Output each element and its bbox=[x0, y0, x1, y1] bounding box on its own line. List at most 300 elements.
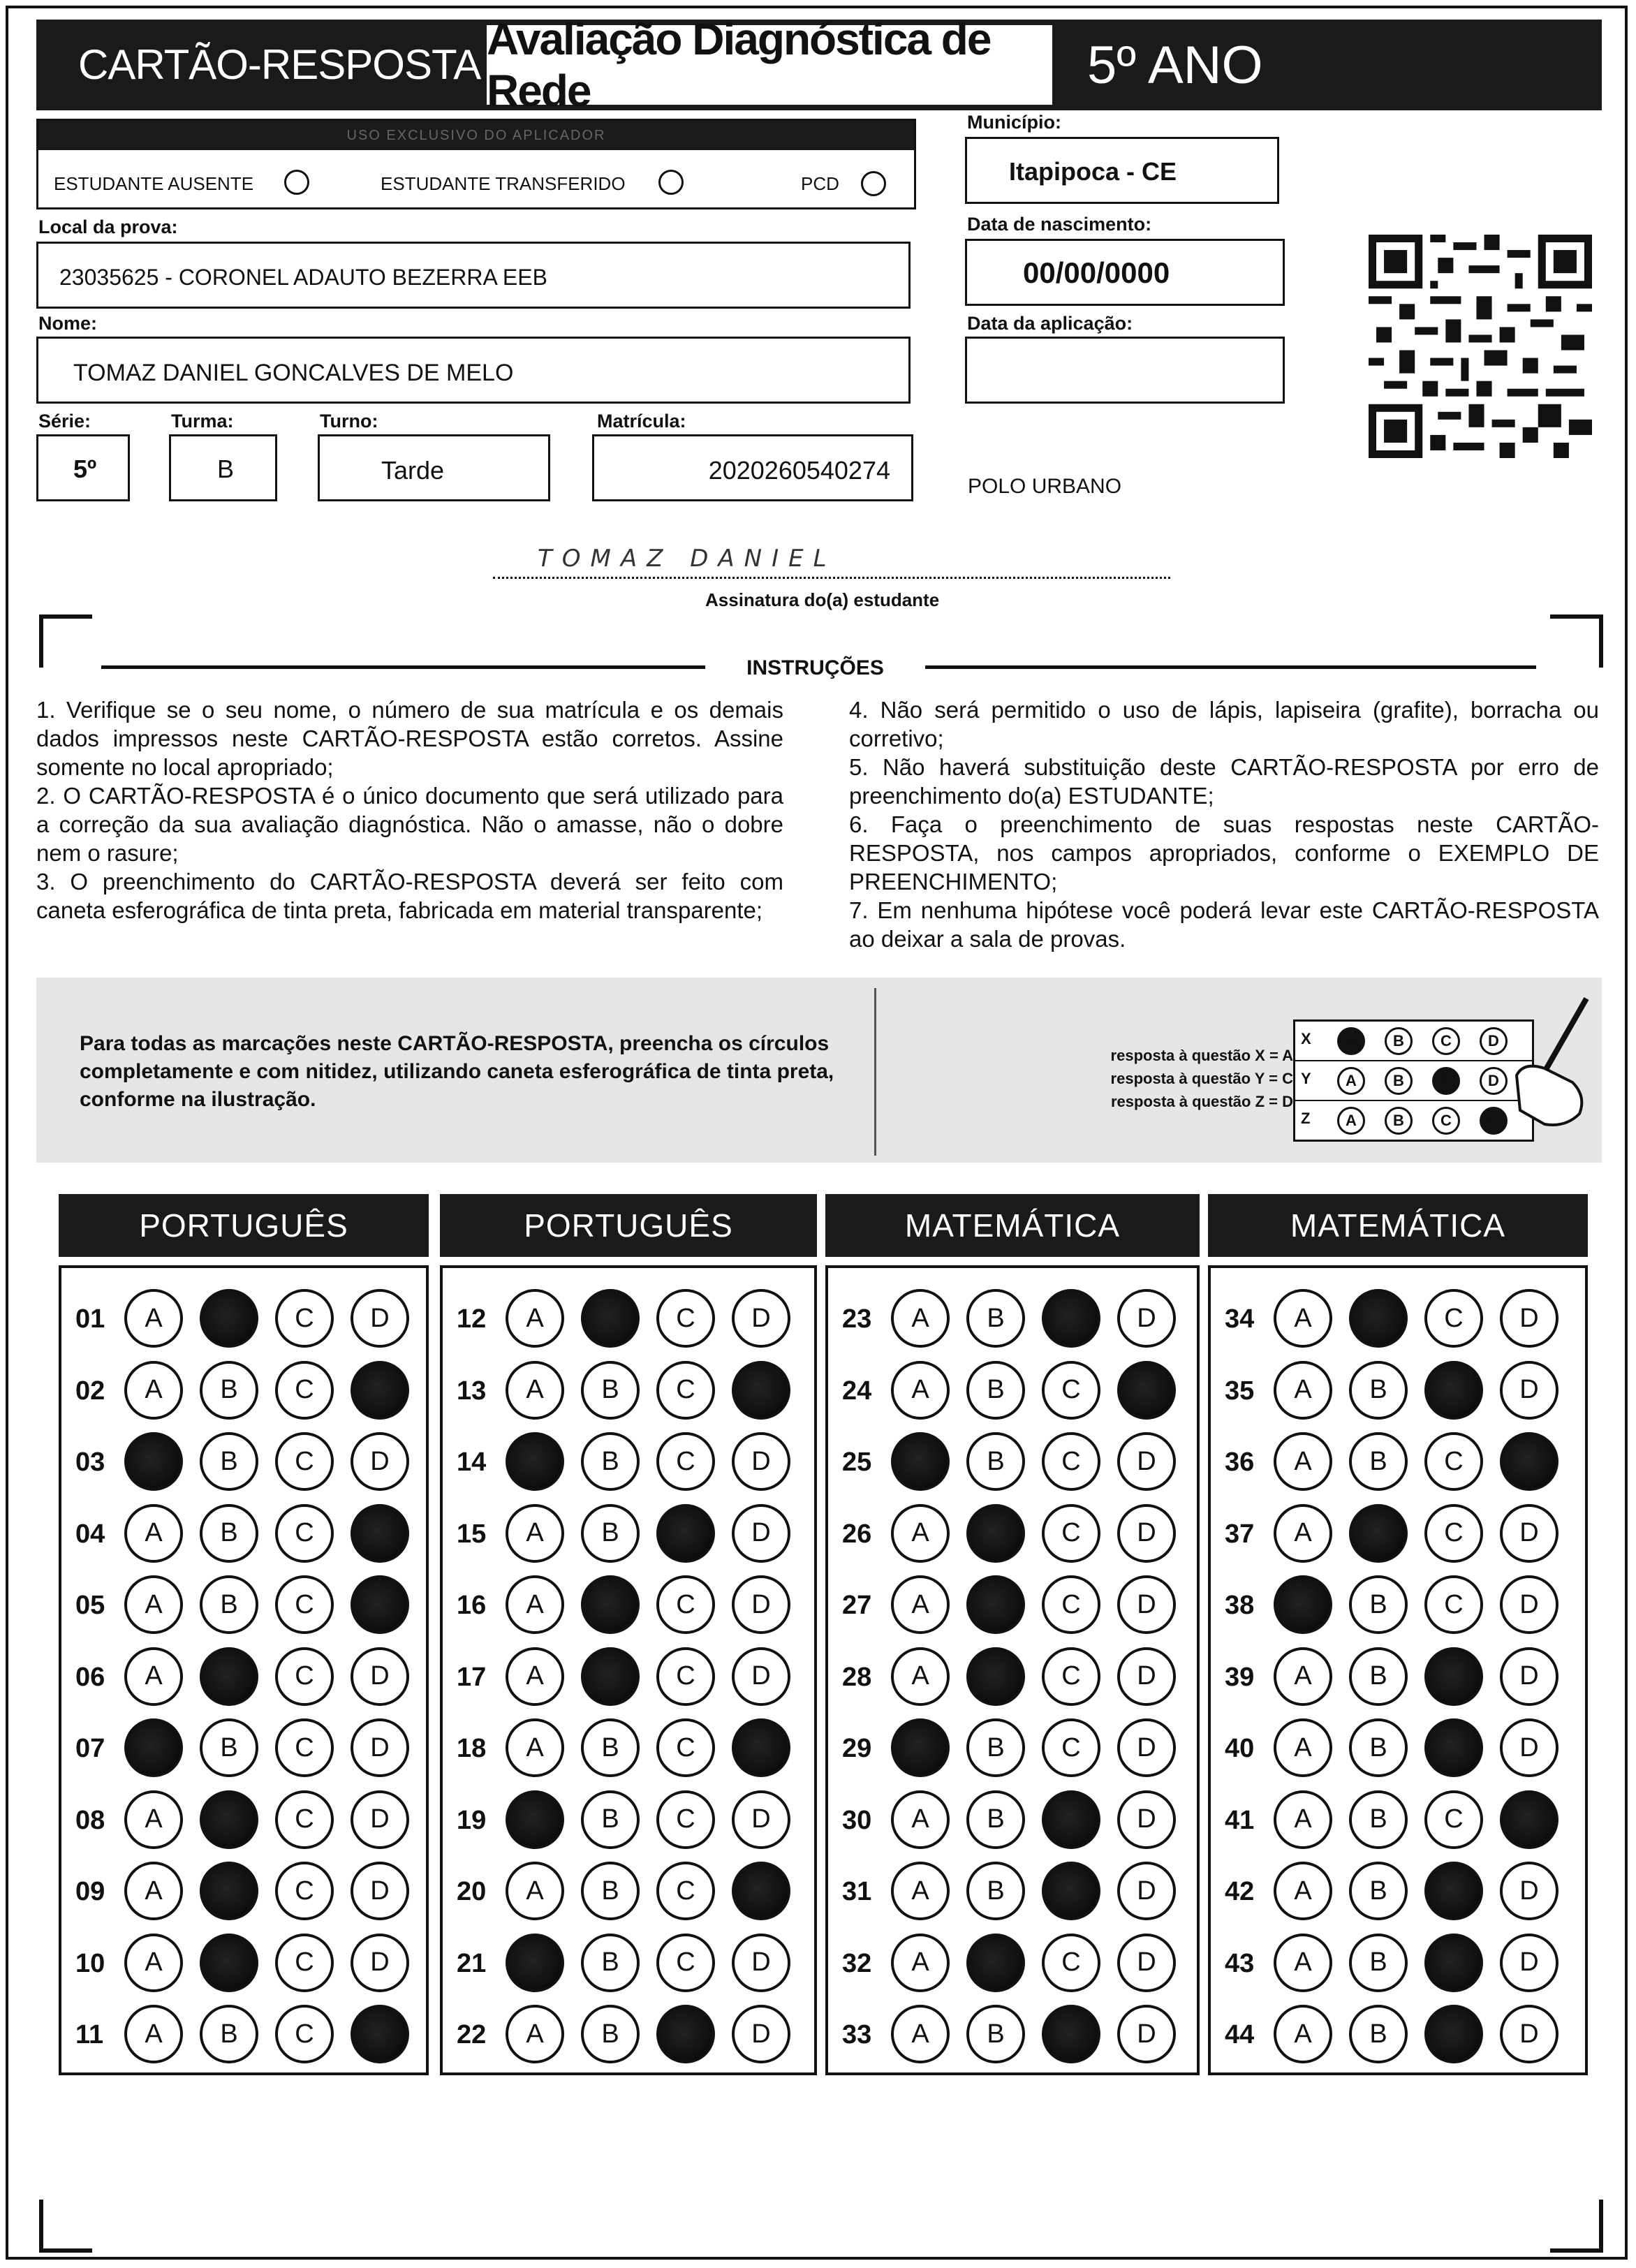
answer-bubble-b[interactable]: B bbox=[966, 1862, 1025, 1920]
question-number: 20 bbox=[457, 1877, 487, 1906]
answer-bubble-c[interactable] bbox=[656, 2005, 715, 2063]
question-number: 21 bbox=[457, 1948, 487, 1978]
answer-bubble-a[interactable]: A bbox=[1274, 1289, 1332, 1348]
answer-bubble-a[interactable]: A bbox=[124, 1647, 183, 1706]
answer-bubble-b[interactable] bbox=[966, 1647, 1025, 1706]
answer-bubble-b[interactable]: B bbox=[200, 1361, 258, 1420]
answer-bubble-a[interactable] bbox=[891, 1432, 950, 1491]
status-pcd-checkbox[interactable] bbox=[861, 171, 886, 196]
answer-bubble-a[interactable]: A bbox=[124, 1504, 183, 1563]
answer-bubble-d[interactable]: D bbox=[1117, 1504, 1176, 1563]
question-row bbox=[1225, 1361, 1574, 1424]
answer-bubble-b[interactable] bbox=[966, 1504, 1025, 1563]
answer-bubble-d[interactable]: D bbox=[1500, 1647, 1558, 1706]
question-row bbox=[75, 1647, 425, 1710]
instructions-column-right bbox=[849, 695, 1599, 953]
answer-bubble-b[interactable]: B bbox=[200, 1432, 258, 1491]
question-number: 38 bbox=[1225, 1591, 1255, 1620]
answer-bubble-a[interactable]: A bbox=[1274, 2005, 1332, 2063]
serie-value: 5º bbox=[73, 455, 97, 483]
question-number: 16 bbox=[457, 1591, 487, 1620]
answer-bubble-c[interactable] bbox=[1042, 1862, 1100, 1920]
answer-bubble-d[interactable]: D bbox=[351, 1790, 409, 1849]
answer-bubble-d[interactable] bbox=[1500, 1432, 1558, 1491]
answer-bubble-d[interactable]: D bbox=[1500, 1718, 1558, 1777]
corner-mark-bottom-left bbox=[39, 2200, 92, 2253]
answer-bubble-c[interactable]: C bbox=[1424, 1504, 1483, 1563]
answer-bubble-a[interactable]: A bbox=[506, 1718, 564, 1777]
question-number: 32 bbox=[842, 1948, 872, 1978]
answer-bubble-b[interactable]: B bbox=[200, 1575, 258, 1634]
answer-bubble-d[interactable]: D bbox=[1500, 1575, 1558, 1634]
answer-bubble-b[interactable]: B bbox=[581, 1934, 640, 1992]
answer-bubble-c[interactable]: C bbox=[656, 1361, 715, 1420]
question-row bbox=[75, 1790, 425, 1853]
answer-bubble-a[interactable] bbox=[506, 1790, 564, 1849]
turma-box bbox=[169, 434, 277, 501]
answer-bubble-d[interactable]: D bbox=[1500, 2005, 1558, 2063]
answer-bubble-d[interactable]: D bbox=[732, 1289, 790, 1348]
answer-bubble-d[interactable]: D bbox=[732, 1790, 790, 1849]
question-number: 24 bbox=[842, 1376, 872, 1406]
answer-bubble-a[interactable]: A bbox=[1274, 1790, 1332, 1849]
question-number: 27 bbox=[842, 1591, 872, 1620]
question-row bbox=[457, 1862, 806, 1924]
question-number: 43 bbox=[1225, 1948, 1255, 1978]
question-number: 06 bbox=[75, 1662, 105, 1692]
answer-bubble-d[interactable]: D bbox=[732, 1504, 790, 1563]
fill-example-bubble: B bbox=[1385, 1027, 1413, 1055]
answer-bubble-b[interactable] bbox=[966, 1934, 1025, 1992]
question-number: 13 bbox=[457, 1376, 487, 1406]
answer-bubble-a[interactable]: A bbox=[506, 1289, 564, 1348]
answer-bubble-a[interactable]: A bbox=[891, 1647, 950, 1706]
answer-bubble-c[interactable]: C bbox=[656, 1790, 715, 1849]
answer-bubble-c[interactable]: C bbox=[1424, 1289, 1483, 1348]
question-number: 02 bbox=[75, 1376, 105, 1406]
answer-bubble-b[interactable]: B bbox=[966, 1790, 1025, 1849]
answer-bubble-c[interactable]: C bbox=[656, 1934, 715, 1992]
answer-bubble-c[interactable]: C bbox=[656, 1862, 715, 1920]
question-number: 23 bbox=[842, 1304, 872, 1334]
answer-bubble-b[interactable] bbox=[200, 1647, 258, 1706]
answer-bubble-a[interactable] bbox=[891, 1718, 950, 1777]
answer-bubble-c[interactable]: C bbox=[275, 1289, 334, 1348]
answer-bubble-b[interactable]: B bbox=[966, 1718, 1025, 1777]
question-number: 15 bbox=[457, 1519, 487, 1549]
question-number: 31 bbox=[842, 1877, 872, 1906]
answer-bubble-d[interactable]: D bbox=[1117, 1289, 1176, 1348]
answer-bubble-a[interactable]: A bbox=[506, 1504, 564, 1563]
fill-example-grid bbox=[1293, 1019, 1534, 1142]
answer-bubble-a[interactable] bbox=[506, 1934, 564, 1992]
question-row bbox=[457, 1289, 806, 1352]
answer-bubble-d[interactable] bbox=[351, 1504, 409, 1563]
answer-bubble-a[interactable]: A bbox=[891, 1504, 950, 1563]
answer-bubble-b[interactable]: B bbox=[966, 1432, 1025, 1491]
question-row bbox=[457, 1647, 806, 1710]
question-number: 40 bbox=[1225, 1734, 1255, 1763]
local-label: Local da prova: bbox=[38, 216, 178, 237]
answer-bubble-c[interactable]: C bbox=[656, 1289, 715, 1348]
fill-example-key: Y bbox=[1301, 1070, 1311, 1087]
question-number: 14 bbox=[457, 1448, 487, 1477]
status-absent-label: ESTUDANTE AUSENTE bbox=[54, 173, 254, 194]
answer-bubble-d[interactable] bbox=[1117, 1361, 1176, 1420]
question-number: 09 bbox=[75, 1877, 105, 1906]
question-row bbox=[842, 1862, 1191, 1924]
fill-example-divider bbox=[874, 988, 876, 1156]
header-exam-name: Avaliação Diagnóstica de Rede bbox=[487, 25, 1052, 105]
answer-bubble-c[interactable]: C bbox=[656, 1575, 715, 1634]
instructions-rule-right bbox=[925, 665, 1536, 669]
question-number: 41 bbox=[1225, 1805, 1255, 1835]
question-number: 25 bbox=[842, 1448, 872, 1477]
answer-bubble-c[interactable]: C bbox=[275, 1862, 334, 1920]
answer-bubble-d[interactable]: D bbox=[351, 1934, 409, 1992]
instruction-item: 3. O preenchimento do CARTÃO-RESPOSTA deverá ser feito com caneta esferográfica de tinta preta, fabricada em material transparente; bbox=[36, 869, 783, 923]
answer-bubble-d[interactable]: D bbox=[1117, 1790, 1176, 1849]
answer-bubble-a[interactable]: A bbox=[506, 1361, 564, 1420]
answer-bubble-a[interactable]: A bbox=[891, 1790, 950, 1849]
question-row bbox=[75, 1934, 425, 1996]
section-header-matematica-2: MATEMÁTICA bbox=[1208, 1194, 1588, 1257]
answer-bubble-b[interactable]: B bbox=[1349, 1934, 1408, 1992]
answer-bubble-a[interactable]: A bbox=[124, 1575, 183, 1634]
answer-bubble-c[interactable]: C bbox=[275, 1361, 334, 1420]
answer-bubble-d[interactable]: D bbox=[1117, 2005, 1176, 2063]
question-row bbox=[1225, 1575, 1574, 1638]
answer-bubble-a[interactable] bbox=[124, 1432, 183, 1491]
answer-bubble-a[interactable]: A bbox=[891, 1862, 950, 1920]
answer-bubble-d[interactable]: D bbox=[1117, 1575, 1176, 1634]
answer-bubble-a[interactable]: A bbox=[124, 1790, 183, 1849]
answer-bubble-c[interactable]: C bbox=[275, 1504, 334, 1563]
answer-bubble-a[interactable]: A bbox=[891, 1575, 950, 1634]
answer-bubble-a[interactable]: A bbox=[1274, 1718, 1332, 1777]
fill-example-line: resposta à questão Z = D bbox=[1110, 1093, 1293, 1110]
question-number: 42 bbox=[1225, 1877, 1255, 1906]
answer-bubble-b[interactable]: B bbox=[200, 1718, 258, 1777]
answer-bubble-c[interactable]: C bbox=[275, 1790, 334, 1849]
answer-bubble-c[interactable] bbox=[1424, 1718, 1483, 1777]
question-row bbox=[75, 1361, 425, 1424]
header-title: CARTÃO-RESPOSTA bbox=[78, 41, 481, 88]
nome-box bbox=[36, 337, 911, 404]
question-row bbox=[1225, 1289, 1574, 1352]
instructions-rule-left bbox=[101, 665, 705, 669]
answer-bubble-c[interactable]: C bbox=[1042, 1504, 1100, 1563]
answer-bubble-a[interactable]: A bbox=[1274, 1432, 1332, 1491]
polo-label: POLO URBANO bbox=[968, 475, 1122, 498]
fill-example-legend bbox=[1035, 1044, 1293, 1113]
nascimento-label: Data de nascimento: bbox=[967, 214, 1152, 235]
corner-mark-top-left bbox=[39, 614, 92, 668]
answer-bubble-b[interactable]: B bbox=[1349, 2005, 1408, 2063]
answer-bubble-a[interactable]: A bbox=[1274, 1361, 1332, 1420]
answer-bubble-b[interactable]: B bbox=[200, 2005, 258, 2063]
answer-bubble-c[interactable]: C bbox=[275, 1647, 334, 1706]
question-row bbox=[1225, 1432, 1574, 1495]
fill-example-bubble: D bbox=[1480, 1067, 1508, 1095]
answer-bubble-a[interactable]: A bbox=[891, 1361, 950, 1420]
answer-bubble-d[interactable]: D bbox=[351, 1647, 409, 1706]
answer-bubble-c[interactable]: C bbox=[1042, 1647, 1100, 1706]
answer-bubble-d[interactable]: D bbox=[1117, 1647, 1176, 1706]
answer-bubble-b[interactable]: B bbox=[1349, 1718, 1408, 1777]
answer-bubble-b[interactable] bbox=[200, 1790, 258, 1849]
answer-bubble-c[interactable] bbox=[1424, 2005, 1483, 2063]
answer-bubble-b[interactable]: B bbox=[966, 1289, 1025, 1348]
answer-bubble-d[interactable]: D bbox=[351, 1432, 409, 1491]
answer-bubble-d[interactable]: D bbox=[732, 1575, 790, 1634]
answer-bubble-c[interactable] bbox=[1042, 1289, 1100, 1348]
answer-bubble-c[interactable]: C bbox=[1424, 1432, 1483, 1491]
question-number: 30 bbox=[842, 1805, 872, 1835]
question-number: 11 bbox=[75, 2020, 104, 2049]
matricula-box bbox=[592, 434, 913, 501]
question-row bbox=[457, 1790, 806, 1853]
answer-bubble-b[interactable]: B bbox=[1349, 1647, 1408, 1706]
status-transferred-checkbox[interactable] bbox=[658, 170, 684, 195]
answer-bubble-b[interactable] bbox=[200, 1289, 258, 1348]
fill-example-band bbox=[36, 978, 1602, 1163]
answer-bubble-d[interactable]: D bbox=[351, 1862, 409, 1920]
fill-example-key: X bbox=[1301, 1030, 1311, 1047]
answer-bubble-c[interactable] bbox=[1424, 1862, 1483, 1920]
section-header-portugues-2: PORTUGUÊS bbox=[440, 1194, 817, 1257]
answer-bubble-a[interactable]: A bbox=[891, 2005, 950, 2063]
answer-bubble-b[interactable]: B bbox=[966, 1361, 1025, 1420]
fill-example-row bbox=[1295, 1061, 1532, 1101]
answer-bubble-c[interactable]: C bbox=[1424, 1790, 1483, 1849]
question-row bbox=[1225, 1790, 1574, 1853]
answer-bubble-c[interactable]: C bbox=[275, 1934, 334, 1992]
answer-bubble-d[interactable] bbox=[732, 1718, 790, 1777]
answer-bubble-c[interactable]: C bbox=[275, 1718, 334, 1777]
answer-bubble-a[interactable]: A bbox=[124, 1862, 183, 1920]
answer-bubble-a[interactable]: A bbox=[1274, 1504, 1332, 1563]
answer-bubble-b[interactable]: B bbox=[581, 1432, 640, 1491]
question-number: 34 bbox=[1225, 1304, 1255, 1334]
fill-example-bubble: A bbox=[1337, 1107, 1365, 1135]
question-number: 07 bbox=[75, 1734, 105, 1763]
question-row bbox=[75, 1289, 425, 1352]
fill-example-text: Para todas as marcações neste CARTÃO-RESPOSTA, preencha os círculos completamente e com nitidez, utilizando caneta esferográfica de tinta preta, conforme na ilustração. bbox=[80, 1032, 834, 1111]
answer-bubble-c[interactable]: C bbox=[1042, 1718, 1100, 1777]
question-number: 04 bbox=[75, 1519, 105, 1549]
answer-bubble-a[interactable]: A bbox=[891, 1289, 950, 1348]
turno-value: Tarde bbox=[381, 456, 445, 485]
question-row bbox=[457, 1432, 806, 1495]
turma-label: Turma: bbox=[171, 411, 234, 432]
answer-bubble-a[interactable] bbox=[506, 1432, 564, 1491]
answer-bubble-a[interactable]: A bbox=[124, 1934, 183, 1992]
question-row bbox=[75, 1862, 425, 1924]
fill-example-bubble: C bbox=[1432, 1027, 1460, 1055]
answer-bubble-b[interactable]: B bbox=[1349, 1575, 1408, 1634]
answer-bubble-d[interactable]: D bbox=[1500, 1289, 1558, 1348]
status-absent-checkbox[interactable] bbox=[284, 170, 309, 195]
question-number: 19 bbox=[457, 1805, 487, 1835]
answer-bubble-c[interactable]: C bbox=[656, 1432, 715, 1491]
answer-bubble-c[interactable]: C bbox=[656, 1718, 715, 1777]
question-number: 03 bbox=[75, 1448, 105, 1477]
instruction-item: 1. Verifique se o seu nome, o número de sua matrícula e os demais dados impressos neste CARTÃO-RESPOSTA estão corretos. Assine somente no local apropriado; bbox=[36, 697, 783, 780]
answer-bubble-a[interactable]: A bbox=[124, 2005, 183, 2063]
fill-example-row bbox=[1295, 1022, 1532, 1061]
answer-bubble-a[interactable]: A bbox=[124, 1289, 183, 1348]
nome-value: TOMAZ DANIEL GONCALVES DE MELO bbox=[73, 360, 514, 386]
answer-bubble-d[interactable] bbox=[351, 2005, 409, 2063]
answer-bubble-d[interactable]: D bbox=[1500, 1934, 1558, 1992]
answer-bubble-a[interactable] bbox=[124, 1718, 183, 1777]
fill-example-bubble: C bbox=[1432, 1107, 1460, 1135]
answer-bubble-b[interactable]: B bbox=[581, 1790, 640, 1849]
answer-bubble-b[interactable] bbox=[1349, 1504, 1408, 1563]
answer-bubble-d[interactable]: D bbox=[1117, 1718, 1176, 1777]
aplicacao-box[interactable] bbox=[965, 337, 1285, 404]
serie-label: Série: bbox=[38, 411, 91, 432]
question-row bbox=[842, 1790, 1191, 1853]
answer-bubble-b[interactable]: B bbox=[1349, 1790, 1408, 1849]
answer-column bbox=[825, 1265, 1200, 2075]
question-number: 44 bbox=[1225, 2020, 1255, 2049]
question-row bbox=[75, 1575, 425, 1638]
answer-bubble-b[interactable] bbox=[581, 1289, 640, 1348]
answer-bubble-c[interactable]: C bbox=[275, 2005, 334, 2063]
corner-mark-bottom-right bbox=[1550, 2200, 1603, 2253]
answer-bubble-d[interactable]: D bbox=[732, 1934, 790, 1992]
answer-bubble-b[interactable] bbox=[581, 1647, 640, 1706]
question-number: 33 bbox=[842, 2020, 872, 2049]
answer-bubble-c[interactable]: C bbox=[1042, 1361, 1100, 1420]
answer-bubble-a[interactable]: A bbox=[506, 1575, 564, 1634]
answer-bubble-d[interactable]: D bbox=[1500, 1361, 1558, 1420]
fill-example-key: Z bbox=[1301, 1110, 1311, 1127]
answer-bubble-d[interactable]: D bbox=[1117, 1432, 1176, 1491]
answer-bubble-d[interactable]: D bbox=[1500, 1504, 1558, 1563]
answer-bubble-d[interactable]: D bbox=[732, 2005, 790, 2063]
answer-bubble-b[interactable]: B bbox=[200, 1504, 258, 1563]
question-row bbox=[1225, 1647, 1574, 1710]
answer-bubble-a[interactable]: A bbox=[506, 1862, 564, 1920]
answer-bubble-c[interactable]: C bbox=[656, 1647, 715, 1706]
answer-bubble-d[interactable]: D bbox=[1500, 1862, 1558, 1920]
answer-bubble-d[interactable] bbox=[351, 1361, 409, 1420]
answer-bubble-b[interactable] bbox=[200, 1934, 258, 1992]
fill-example-line: resposta à questão Y = C bbox=[1110, 1070, 1293, 1087]
answer-bubble-b[interactable]: B bbox=[1349, 1432, 1408, 1491]
answer-bubble-d[interactable] bbox=[732, 1862, 790, 1920]
answer-bubble-b[interactable] bbox=[966, 1575, 1025, 1634]
instruction-item: 7. Em nenhuma hipótese você poderá levar este CARTÃO-RESPOSTA ao deixar a sala de provas. bbox=[849, 897, 1599, 952]
answer-bubble-c[interactable]: C bbox=[275, 1432, 334, 1491]
answer-bubble-d[interactable]: D bbox=[732, 1432, 790, 1491]
usage-bar: USO EXCLUSIVO DO APLICADOR bbox=[38, 121, 914, 150]
answer-bubble-b[interactable]: B bbox=[581, 1862, 640, 1920]
answer-bubble-a[interactable]: A bbox=[1274, 1934, 1332, 1992]
question-number: 12 bbox=[457, 1304, 487, 1334]
answer-bubble-a[interactable]: A bbox=[124, 1361, 183, 1420]
question-row bbox=[842, 1647, 1191, 1710]
usage-panel bbox=[36, 119, 916, 209]
question-number: 05 bbox=[75, 1591, 105, 1620]
question-row bbox=[1225, 1934, 1574, 1996]
question-row bbox=[1225, 1862, 1574, 1924]
answer-bubble-a[interactable]: A bbox=[506, 1647, 564, 1706]
fill-example-bubble: B bbox=[1385, 1067, 1413, 1095]
answer-bubble-d[interactable]: D bbox=[351, 1718, 409, 1777]
answer-bubble-b[interactable]: B bbox=[581, 1718, 640, 1777]
question-row bbox=[842, 1361, 1191, 1424]
question-number: 29 bbox=[842, 1734, 872, 1763]
answer-bubble-a[interactable] bbox=[1274, 1575, 1332, 1634]
answer-bubble-d[interactable]: D bbox=[351, 1289, 409, 1348]
fill-example-bubble: D bbox=[1480, 1027, 1508, 1055]
header-bar bbox=[36, 14, 1602, 116]
answer-bubble-b[interactable]: B bbox=[1349, 1361, 1408, 1420]
question-number: 35 bbox=[1225, 1376, 1255, 1406]
answer-bubble-c[interactable]: C bbox=[1042, 1934, 1100, 1992]
section-header-matematica-1: MATEMÁTICA bbox=[825, 1194, 1200, 1257]
municipio-label: Município: bbox=[967, 112, 1061, 133]
nascimento-box bbox=[965, 239, 1285, 306]
answer-bubble-c[interactable]: C bbox=[1424, 1575, 1483, 1634]
answer-bubble-a[interactable]: A bbox=[1274, 1647, 1332, 1706]
answer-bubble-b[interactable]: B bbox=[581, 2005, 640, 2063]
answer-bubble-b[interactable]: B bbox=[966, 2005, 1025, 2063]
answer-bubble-c[interactable] bbox=[1042, 2005, 1100, 2063]
answer-bubble-c[interactable]: C bbox=[1042, 1432, 1100, 1491]
fill-example-bubble: C bbox=[1432, 1067, 1460, 1095]
question-number: 36 bbox=[1225, 1448, 1255, 1477]
answer-bubble-d[interactable]: D bbox=[1117, 1862, 1176, 1920]
municipio-box bbox=[965, 137, 1279, 204]
answer-bubble-b[interactable] bbox=[200, 1862, 258, 1920]
answer-bubble-b[interactable]: B bbox=[581, 1361, 640, 1420]
answer-bubble-c[interactable]: C bbox=[1042, 1575, 1100, 1634]
answer-bubble-d[interactable] bbox=[1500, 1790, 1558, 1849]
answer-bubble-d[interactable] bbox=[732, 1361, 790, 1420]
answer-bubble-d[interactable]: D bbox=[732, 1647, 790, 1706]
signature-line[interactable] bbox=[493, 577, 1170, 579]
question-row bbox=[842, 1504, 1191, 1567]
signature-handwriting: TOMAZ DANIEL bbox=[538, 545, 837, 573]
section-header-portugues-1: PORTUGUÊS bbox=[59, 1194, 429, 1257]
question-row bbox=[457, 1934, 806, 1996]
header-grade: 5º ANO bbox=[1087, 36, 1263, 95]
answer-bubble-a[interactable]: A bbox=[506, 2005, 564, 2063]
answer-bubble-b[interactable]: B bbox=[581, 1504, 640, 1563]
question-number: 01 bbox=[75, 1304, 105, 1334]
answer-bubble-c[interactable] bbox=[1424, 1361, 1483, 1420]
answer-bubble-a[interactable]: A bbox=[1274, 1862, 1332, 1920]
answer-bubble-c[interactable] bbox=[1424, 1934, 1483, 1992]
answer-bubble-a[interactable]: A bbox=[891, 1934, 950, 1992]
answer-bubble-d[interactable] bbox=[351, 1575, 409, 1634]
answer-bubble-b[interactable]: B bbox=[1349, 1862, 1408, 1920]
answer-bubble-d[interactable]: D bbox=[1117, 1934, 1176, 1992]
instruction-item: 6. Faça o preenchimento de suas respostas neste CARTÃO-RESPOSTA, nos campos apropriados, conforme o EXEMPLO DE PREENCHIMENTO; bbox=[849, 811, 1599, 894]
answer-bubble-b[interactable] bbox=[1349, 1289, 1408, 1348]
answer-bubble-c[interactable] bbox=[656, 1504, 715, 1563]
answer-bubble-c[interactable]: C bbox=[275, 1575, 334, 1634]
answer-bubble-b[interactable] bbox=[581, 1575, 640, 1634]
local-value: 23035625 - CORONEL ADAUTO BEZERRA EEB bbox=[59, 265, 547, 290]
answer-bubble-c[interactable] bbox=[1042, 1790, 1100, 1849]
answer-bubble-c[interactable] bbox=[1424, 1647, 1483, 1706]
